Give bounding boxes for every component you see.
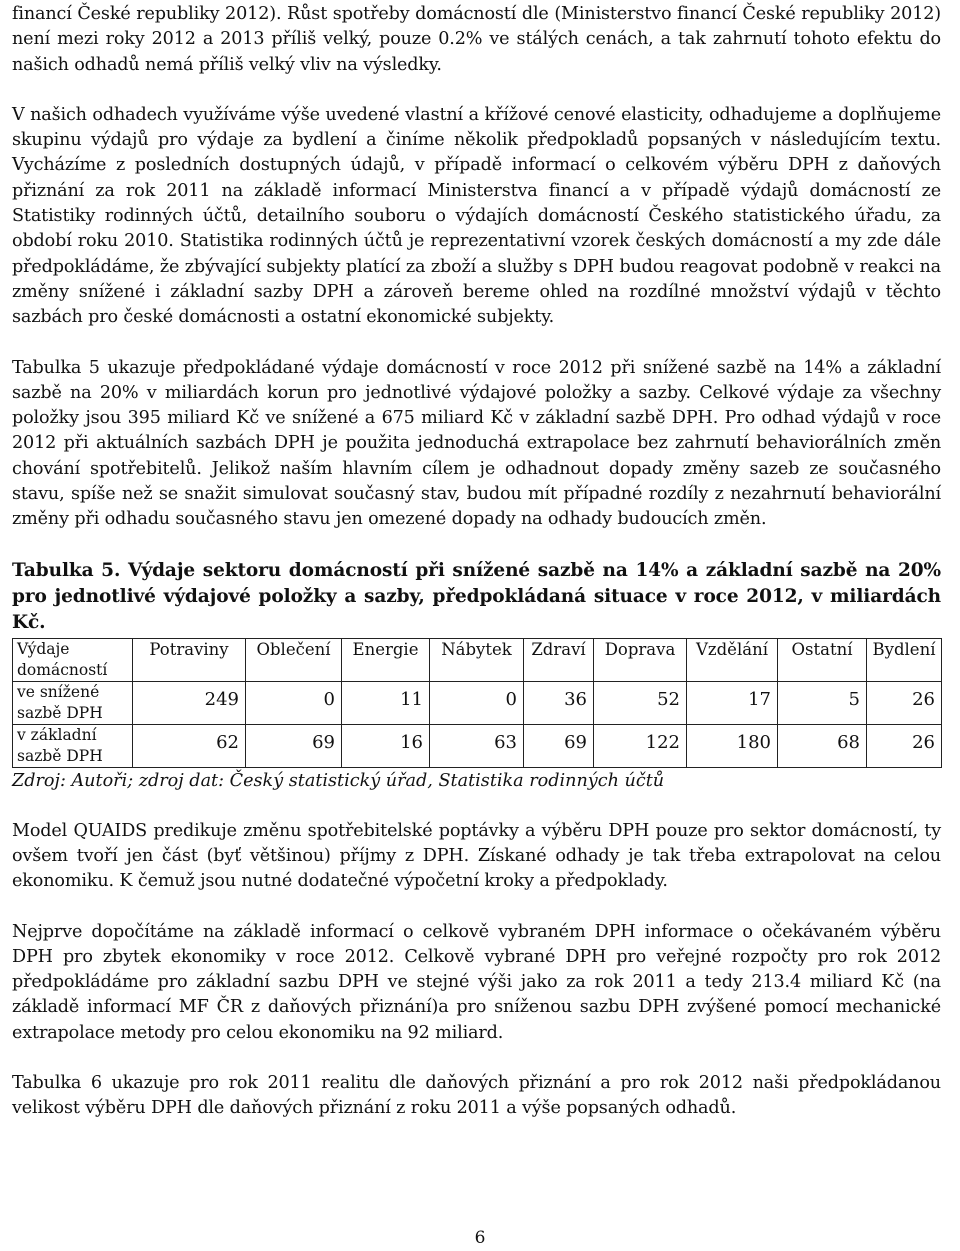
table-cell: 36 <box>524 681 594 724</box>
table-row-label: v základní sazbě DPH <box>13 724 133 767</box>
table-cell: 5 <box>778 681 867 724</box>
table-column-header: Vzdělání <box>687 638 778 681</box>
paragraph-5: Nejprve dopočítáme na základě informací o celkově vybraném DPH informace o očekávaném výběru DPH pro zbytek ekonomiky v roce 2012. Celkově vybrané DPH pro veřejné rozpočty pro rok 2012 předpokládáme pro základní sazbu DPH ve stejné výši jako za rok 2011 a tedy 213.4 miliard Kč (na základě informací MF ČR z daňových přiznání)a pro sníženou sazbu DPH zvýšené pomocí mechanické extrapolace metody pro celou ekonomiku na 92 miliard. <box>12 921 941 1043</box>
table-row <box>13 681 942 724</box>
table-cell: 122 <box>594 724 687 767</box>
table-cell: 52 <box>594 681 687 724</box>
table-5-caption: Tabulka 5. Výdaje sektoru domácností při snížené sazbě na 14% a základní sazbě na 20% pro jednotlivé výdajové položky a sazby, předpokládaná situace v roce 2012, v miliardách Kč. <box>12 559 941 633</box>
document-page <box>12 0 941 1122</box>
page-number: 6 <box>474 1228 486 1248</box>
table-column-header: Nábytek <box>430 638 524 681</box>
table-header-row <box>13 638 942 681</box>
table-row-label: ve snížené sazbě DPH <box>13 681 133 724</box>
paragraph-1: financí České republiky 2012). Růst spotřeby domácností dle (Ministerstvo financí České republiky 2012) není mezi roky 2012 a 2013 příliš velký, pouze 0.2% ve stálých cenách, a tak zahrnutí tohoto efektu do našich odhadů nemá příliš velký vliv na výsledky. <box>12 4 941 75</box>
table-cell: 69 <box>246 724 342 767</box>
paragraph-6: Tabulka 6 ukazuje pro rok 2011 realitu dle daňových přiznání a pro rok 2012 naši předpokládanou velikost výběru DPH dle daňových přiznání z roku 2011 a výše popsaných odhadů. <box>12 1073 941 1119</box>
table-cell: 63 <box>430 724 524 767</box>
table-cell: 0 <box>430 681 524 724</box>
table-cell: 16 <box>342 724 430 767</box>
table-column-header: Oblečení <box>246 638 342 681</box>
table-cell: 17 <box>687 681 778 724</box>
table-corner-header: Výdaje domácností <box>13 638 133 681</box>
paragraph-3: Tabulka 5 ukazuje předpokládané výdaje domácností v roce 2012 při snížené sazbě na 14% a základní sazbě na 20% v miliardách korun pro jednotlivé výdajové položky a sazby. Celkové výdaje za všechny položky jsou 395 miliard Kč ve snížené a 675 miliard Kč v základní sazbě DPH. Pro odhad výdajů v roce 2012 při aktuálních sazbách DPH je použita jednoduchá extrapolace bez zahrnutí behaviorálních změn chování spotřebitelů. Jelikož naším hlavním cílem je odhadnout dopady změny sazeb ze současného stavu, spíše než se snažit simulovat současný stav, budou mít případné rozdíly z nezahrnutí behaviorální změny při odhadu současného stavu jen omezené dopady na odhady budoucích změn. <box>12 357 941 530</box>
table-column-header: Ostatní <box>778 638 867 681</box>
table-cell: 11 <box>342 681 430 724</box>
table-row <box>13 724 942 767</box>
table-cell: 249 <box>133 681 246 724</box>
table-cell: 0 <box>246 681 342 724</box>
table-cell: 69 <box>524 724 594 767</box>
table-column-header: Doprava <box>594 638 687 681</box>
table-column-header: Potraviny <box>133 638 246 681</box>
table-column-header: Zdraví <box>524 638 594 681</box>
table-cell: 26 <box>867 724 942 767</box>
table-cell: 62 <box>133 724 246 767</box>
table-cell: 68 <box>778 724 867 767</box>
paragraph-4: Model QUAIDS predikuje změnu spotřebitelské poptávky a výběru DPH pouze pro sektor domácností, ty ovšem tvoří jen část (byť většinou) příjmy z DPH. Získané odhady je tak třeba extrapolovat na celou ekonomiku. K čemuž jsou nutné dodatečné výpočetní kroky a předpoklady. <box>12 820 941 892</box>
table-5 <box>12 638 942 768</box>
table-source-note: Zdroj: Autoři; zdroj dat: Český statistický úřad, Statistika rodinných účtů <box>12 770 665 791</box>
paragraph-2: V našich odhadech využíváme výše uvedené vlastní a křížové cenové elasticity, odhadujeme a doplňujeme skupinu výdajů pro výdaje za bydlení a činíme několik předpokladů popsaných v následujícím textu. Vycházíme z posledních dostupných údajů, v případě informací o celkovém výběru DPH z daňových přiznání za rok 2011 na základě informací Ministerstva financí a v případě výdajů domácností ze Statistiky rodinných účtů, detailního souboru o výdajích domácností Českého statistického úřadu, za období roku 2010. Statistika rodinných účtů je reprezentativní vzorek českých domácností a my zde dále předpokládáme, že zbývající subjekty platící za zboží a služby s DPH budou reagovat podobně v reakci na změny snížené i základní sazby DPH a zároveň bereme ohled na rozdílné množství výdajů v těchto sazbách pro české domácnosti a ostatní ekonomické subjekty. <box>12 104 941 328</box>
table-cell: 180 <box>687 724 778 767</box>
table-cell: 26 <box>867 681 942 724</box>
table-column-header: Bydlení <box>867 638 942 681</box>
table-column-header: Energie <box>342 638 430 681</box>
